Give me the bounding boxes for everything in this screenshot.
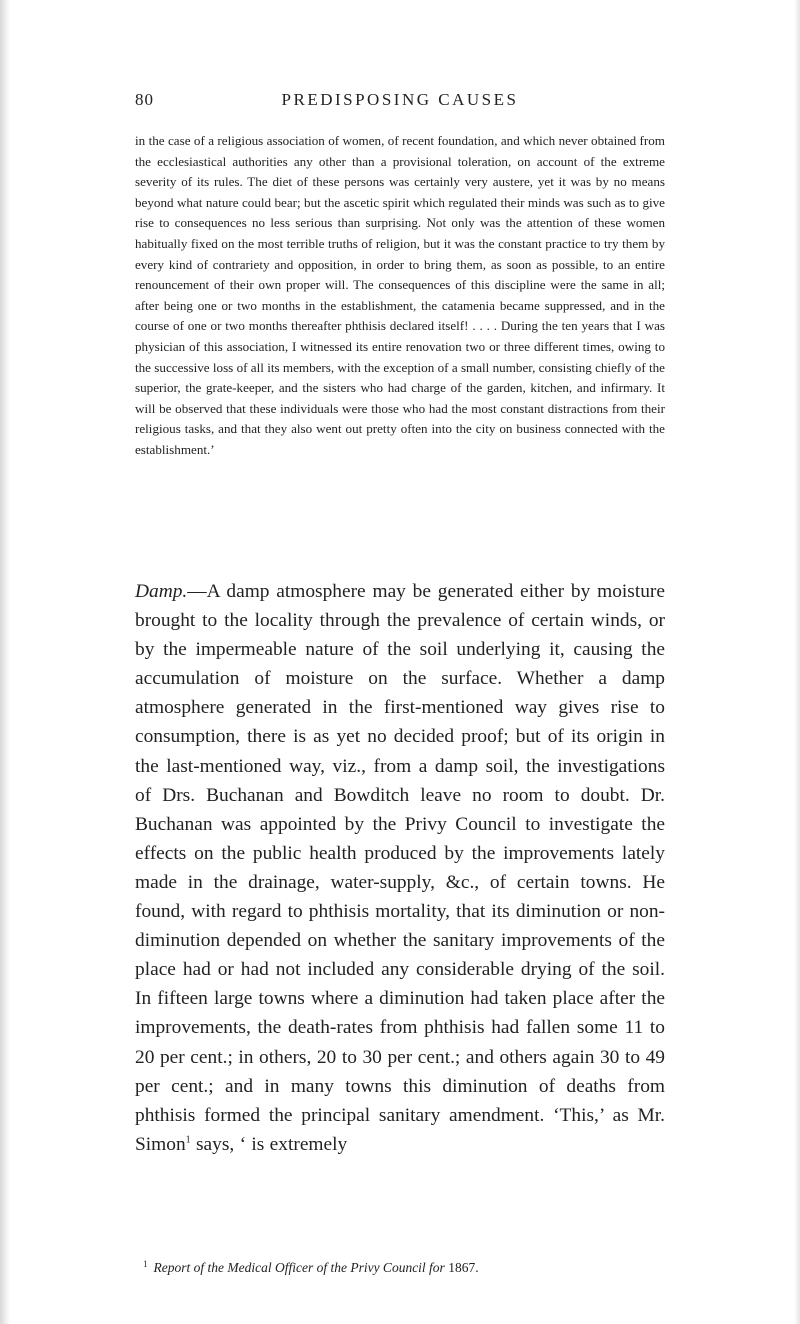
body-text (135, 577, 665, 1159)
footnote-reference: 1 (185, 1134, 191, 1146)
running-head: PREDISPOSING CAUSES (281, 90, 519, 109)
quoted-passage (135, 131, 665, 461)
paragraph-text: —A damp atmosphere may be generated either by moisture brought to the locality through the prevalence of certain winds, or by the impermeable nature of the soil underlying it, causing the accumulation of moisture on the surface. Whether a damp atmosphere generated in the first-mentioned way gives rise to consumption, there is as yet no decided proof; but of its origin in the last-mentioned way, viz., from a damp soil, the investigations of Drs. Buchanan and Bowditch leave no room to doubt. Dr. Buchanan was appointed by the Privy Council to investigate the effects on the public health produced by the improvements lately made in the drainage, water-supply, &c., of certain towns. He found, with regard to phthisis mortality, that its diminution or non-diminution depended on whether the sanitary improvements of the place had or had not included any considerable drying of the soil. In fifteen large towns where a diminution had taken place after the improvements, the death-rates from phthisis had fallen some 11 to 20 per cent.; in others, 20 to 30 per cent.; and others again 30 to 49 per cent.; and in many towns this diminution of deaths from phthisis formed the principal sanitary amendment. ‘This,’ as Mr. Simon (135, 581, 665, 1155)
quoted-paragraph: in the case of a religious association of women, of recent foundation, and which never obtained from the ecclesiastical authorities any other than a provisional toleration, on account of the extreme severity of its rules. The diet of these persons was certainly very austere, yet it was by no means beyond what nature could bear; but the ascetic spirit which regulated their minds was such as to give rise to consequences no less serious than surprising. Not only was the attention of these women habitually fixed on the most terrible truths of religion, but it was the constant practice to try them by every kind of contrariety and opposition, in order to bring them, as soon as possible, to an entire renouncement of their own proper will. The consequences of this discipline were the same in all; after being one or two months in the establishment, the catamenia became suppressed, and in the course of one or two months thereafter phthisis declared itself! . . . . During the ten years that I was physician of this association, I witnessed its entire renovation two or three different times, owing to the successive loss of all its members, with the exception of a small number, consisting chiefly of the superior, the grate-keeper, and the sisters who had charge of the garden, kitchen, and infirmary. It will be observed that these individuals were those who had the most constant distractions from their religious tasks, and that they also went out pretty often into the city on business connected with the establishment.’ (135, 133, 665, 457)
footnote-mark: 1 (143, 1258, 148, 1269)
damp-paragraph (135, 577, 665, 1159)
page-header (135, 90, 665, 114)
page-edge-right (794, 0, 800, 1324)
footnote (135, 1259, 703, 1277)
section-lead-word: Damp. (135, 581, 188, 602)
footnote-title: Report of the Medical Officer of the Privy Council for (153, 1260, 445, 1275)
page-number: 80 (135, 90, 154, 109)
page-edge-shadow (0, 0, 10, 1324)
footnote-year: 1867. (448, 1260, 479, 1275)
paragraph-text-end: says, ‘ is extremely (190, 1133, 348, 1155)
